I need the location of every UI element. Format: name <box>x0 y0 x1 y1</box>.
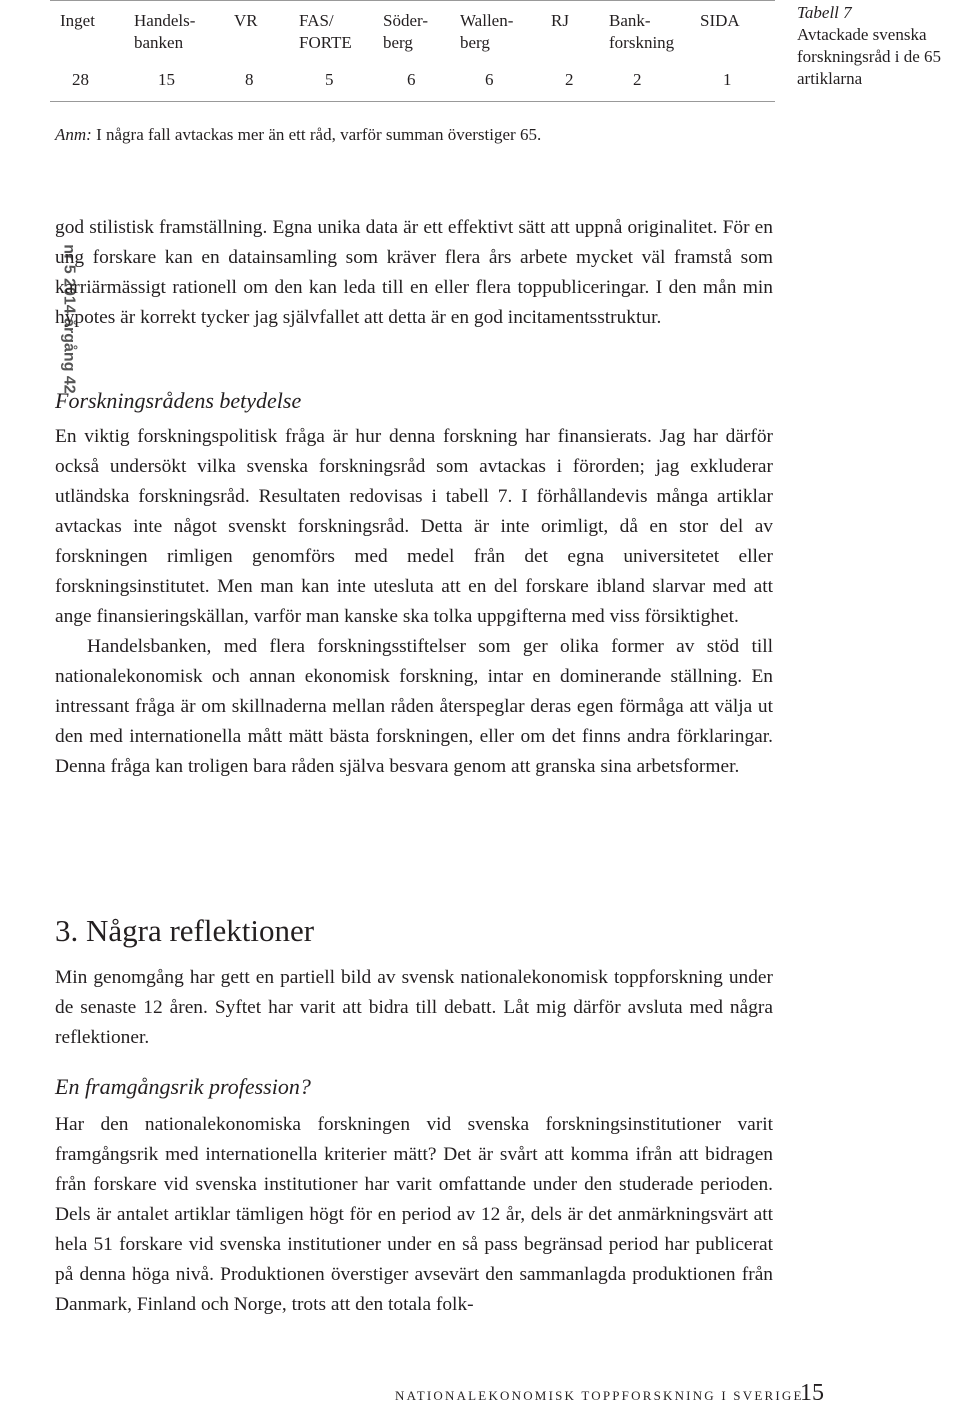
table-header-cell: Wallen- berg <box>460 11 514 52</box>
table-header-cell: Handels- banken <box>134 11 196 52</box>
table-value-cell: 28 <box>72 70 89 89</box>
body-paragraph <box>55 963 773 1053</box>
table-header-cell: RJ <box>551 11 569 30</box>
body-paragraph <box>55 213 773 333</box>
table-value-cell: 6 <box>485 70 494 89</box>
table-value-cell: 8 <box>245 70 254 89</box>
table-note <box>55 125 541 145</box>
table-caption <box>797 2 960 90</box>
table-value-cell: 6 <box>407 70 416 89</box>
table-value-cell: 2 <box>633 70 642 89</box>
table-caption-label: Tabell 7 <box>797 3 852 22</box>
table-note-text: I några fall avtackas mer än ett råd, varför summan överstiger 65. <box>91 125 542 144</box>
table-header-cell: SIDA <box>700 11 740 30</box>
table-header-cell: FAS/ FORTE <box>299 11 352 52</box>
table-value-cell: 15 <box>158 70 175 89</box>
table-value-cell: 2 <box>565 70 574 89</box>
body-paragraph <box>55 422 773 782</box>
page-number: 15 <box>800 1380 824 1406</box>
table-header-cell: Inget <box>60 11 95 30</box>
paragraph-text: Har den nationalekonomiska forskningen vid svenska forskningsinstitutioner varit framgångsrik med internationella kriterier mätt? Det är svårt att komma ifrån att bidragen från forskare vid svenska institutioner har varit omfattande under den studerade perioden. Dels är antalet artiklar tämligen högt för en period av 12 år, dels är det anmärkningsvärt att hela 51 forskare vid svenska institutioner under en så pass begränsad period har publicerat på denna höga nivå. Produktionen överstiger avsevärt den sammanlagda produktionen från Danmark, Finland och Norge, trots att den totala folk- <box>55 1114 773 1315</box>
subheading-profession: En framgångsrik profession? <box>55 1074 311 1099</box>
table-caption-text: Avtackade svenska forskningsråd i de 65 artiklarna <box>797 25 942 88</box>
subheading-forskningsrad: Forskningsrådens betydelse <box>55 388 302 413</box>
table-note-label: Anm: <box>55 125 92 144</box>
body-paragraph <box>55 1110 773 1320</box>
section-heading: 3. Några reflektioner <box>55 913 315 948</box>
running-footer: NATIONALEKONOMISK TOPPFORSKNING I SVERIGE <box>395 1388 804 1403</box>
paragraph-text: En viktig forskningspolitisk fråga är hur denna forskning har finansierats. Jag har därför också undersökt vilka svenska forskningsråd som avtackas i förorden; jag exkluderar utländska forskningsråd. Resultaten redovisas i tabell 7. I förhållandevis många artiklar avtackas inte något svenskt forskningsråd. Detta är inte orimligt, då en stor del av forskningen rimligen genomförs med medel från det egna universitetet eller forskningsinstitutet. Men man kan inte utesluta att en del forskare ibland slarvar med att ange finansieringskällan, varför man kanske ska tolka uppgifterna med viss försiktighet. <box>55 426 773 627</box>
table-header-cell: VR <box>234 11 258 30</box>
issue-side-label: nr 5 2014 årgång 42 <box>60 244 78 394</box>
paragraph-text: god stilistisk framställning. Egna unika data är ett effektivt sätt att uppnå originalitet. För en ung forskare kan en datainsamling som kräver flera års arbete mycket väl framstå som karriärmässigt rationell om den kan leda till en eller flera toppubliceringar. I den mån min hypotes är korrekt tycker jag självfallet att detta är en god incitamentsstruktur. <box>55 217 773 328</box>
paragraph-text: Handelsbanken, med flera forskningsstiftelser som ger olika former av stöd till nationalekonomisk och annan ekonomisk forskning, intar en dominerande ställning. En intressant fråga är om skillnaderna mellan råden återspeglar deras egen förmåga att välja ut den med internationella mått mätt bästa forskningen, eller om det finns andra förklaringar. Denna fråga kan troligen bara råden själva besvara genom att granska sina arbetsformer. <box>55 636 773 777</box>
table-header-cell: Bank- forskning <box>609 11 675 52</box>
table-value-cell: 1 <box>723 70 732 89</box>
paragraph-text: Min genomgång har gett en partiell bild av svensk nationalekonomisk toppforskning under de senaste 12 åren. Syftet har varit att bidra till debatt. Låt mig därför avsluta med några reflektioner. <box>55 967 773 1048</box>
table-header-cell: Söder- berg <box>383 11 428 52</box>
table-value-cell: 5 <box>325 70 334 89</box>
